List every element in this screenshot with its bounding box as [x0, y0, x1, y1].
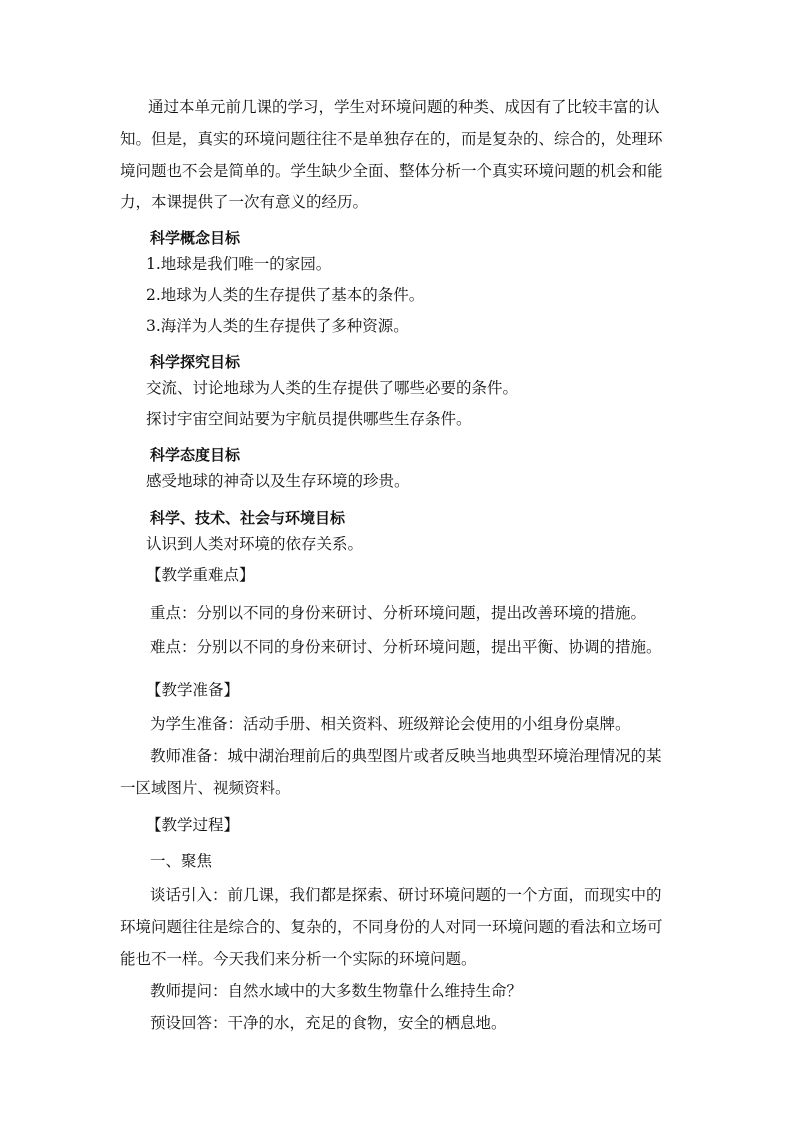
intro-line-4: 力，本课提供了一次有意义的经历。 [120, 193, 369, 211]
preparation-students: 为学生准备：活动手册、相关资料、班级辩论会使用的小组身份桌牌。 [150, 715, 631, 733]
inquiry-heading: 科学探究目标 [150, 353, 241, 371]
attitude-item-1: 感受地球的神奇以及生存环境的珍贵。 [146, 472, 410, 490]
intro-line-1: 通过本单元前几课的学习，学生对环境问题的种类、成因有了比较丰富的认 [148, 98, 660, 116]
process-talk-line-2: 环境问题往往是综合的、复杂的，不同身份的人对同一环境问题的看法和立场可 [120, 918, 663, 936]
process-question: 教师提问：自然水域中的大多数生物靠什么维持生命？ [150, 982, 523, 1000]
process-talk-line-1: 谈话引入：前几课，我们都是探索、研讨环境问题的一个方面，而现实中的 [150, 886, 662, 904]
sts-item-1: 认识到人类对环境的依存关系。 [146, 535, 364, 553]
attitude-heading: 科学态度目标 [150, 446, 241, 464]
concept-heading: 科学概念目标 [150, 229, 241, 247]
inquiry-item-1: 交流、讨论地球为人类的生存提供了哪些必要的条件。 [146, 379, 519, 397]
concept-item-3: 3.海洋为人类的生存提供了多种资源。 [146, 317, 409, 335]
concept-item-1: 1.地球是我们唯一的家园。 [146, 255, 332, 273]
concept-item-2: 2.地球为人类的生存提供了基本的条件。 [146, 286, 425, 304]
sts-heading: 科学、技术、社会与环境目标 [150, 509, 346, 527]
key-point-difficulty: 难点：分别以不同的身份来研讨、分析环境问题，提出平衡、协调的措施。 [150, 638, 662, 656]
process-heading: 【教学过程】 [146, 816, 240, 834]
process-answer: 预设回答：干净的水，充足的食物，安全的栖息地。 [150, 1014, 507, 1032]
intro-line-3: 境问题也不会是简单的。学生缺少全面、整体分析一个真实环境问题的机会和能 [120, 162, 663, 180]
process-section-1: 一、聚焦 [150, 852, 213, 870]
preparation-teacher-line-1: 教师准备：城中湖治理前后的典型图片或者反映当地典型环境治理情况的某 [150, 747, 662, 765]
key-point-focus: 重点：分别以不同的身份来研讨、分析环境问题，提出改善环境的措施。 [150, 604, 647, 622]
preparation-teacher-line-2: 一区域图片、视频资料。 [120, 779, 291, 797]
preparation-heading: 【教学准备】 [146, 681, 240, 699]
key-points-heading: 【教学重难点】 [146, 566, 255, 584]
intro-line-2: 知。但是，真实的环境问题往往不是单独存在的，而是复杂的、综合的，处理环 [120, 130, 663, 148]
process-talk-line-3: 能也不一样。今天我们来分析一个实际的环境问题。 [120, 950, 477, 968]
inquiry-item-2: 探讨宇宙空间站要为宇航员提供哪些生存条件。 [146, 410, 472, 428]
